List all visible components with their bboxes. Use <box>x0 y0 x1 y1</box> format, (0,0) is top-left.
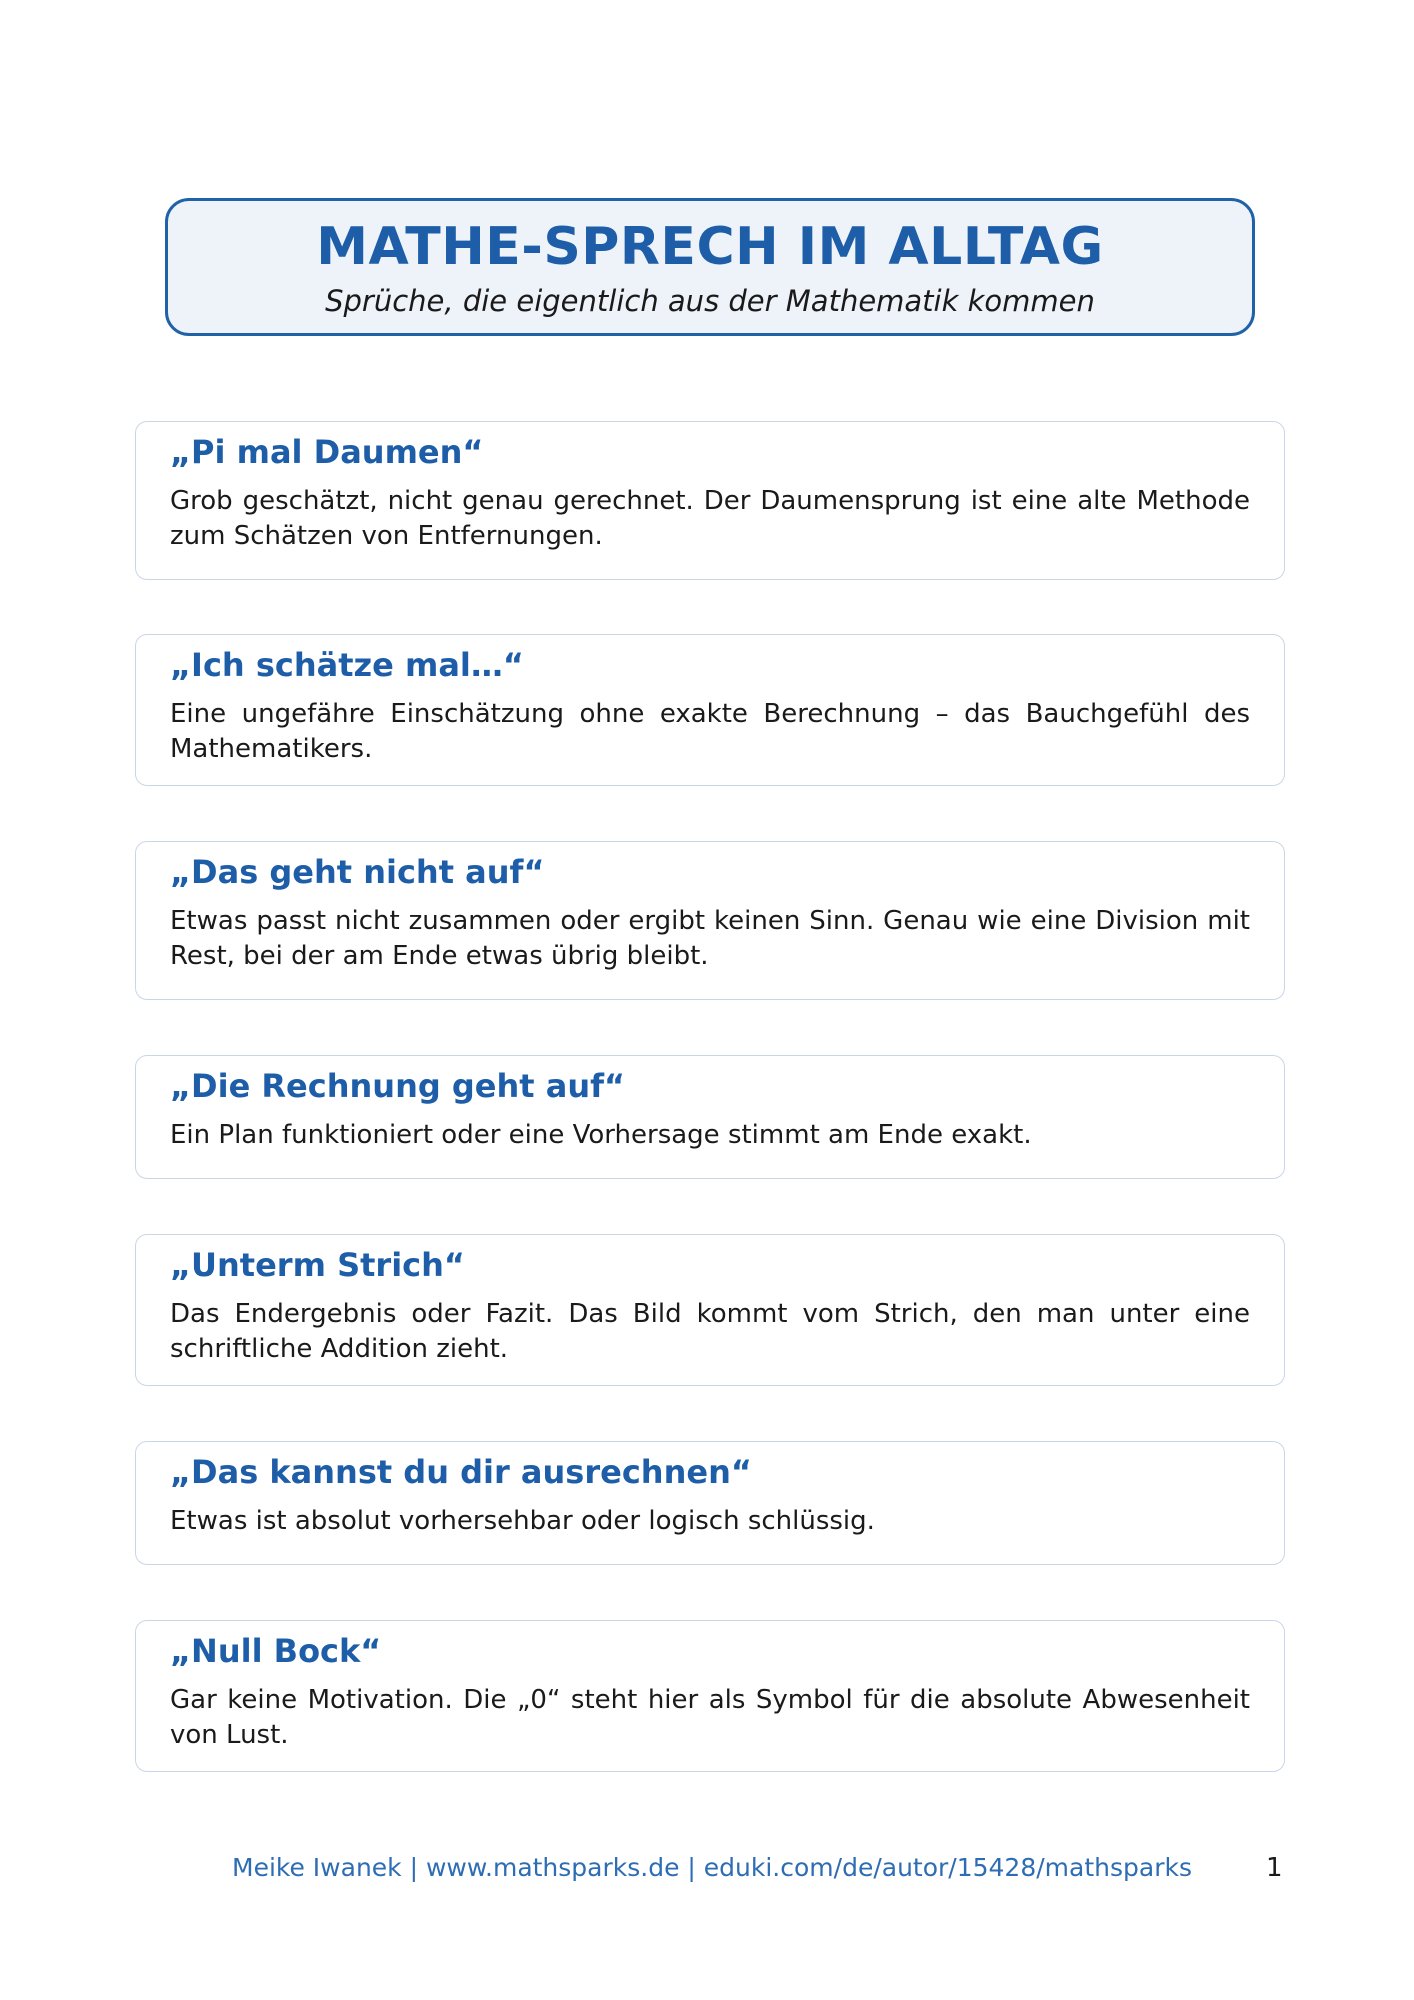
saying-explanation: Gar keine Motivation. Die „0“ steht hier als Symbol für die absolute Abwesenheit von Lust. <box>170 1685 1250 1750</box>
saying-explanation: Das Endergebnis oder Fazit. Das Bild kommt vom Strich, den man unter eine schriftliche Addition zieht. <box>170 1299 1250 1364</box>
saying-explanation: Eine ungefähre Einschätzung ohne exakte Berechnung – das Bauchgefühl des Mathematikers. <box>170 699 1250 764</box>
saying-card-pi-mal-daumen <box>135 421 1285 580</box>
saying-title: „Unterm Strich“ <box>170 1246 465 1284</box>
saying-card-unterm-strich <box>135 1234 1285 1386</box>
saying-card-das-geht-nicht-auf <box>135 841 1285 1000</box>
saying-title: „Die Rechnung geht auf“ <box>170 1067 626 1105</box>
saying-card-ich-schaetze-mal <box>135 634 1285 786</box>
page-title: MATHE-SPRECH IM ALLTAG <box>316 217 1104 277</box>
saying-explanation: Grob geschätzt, nicht genau gerechnet. Der Daumensprung ist eine alte Methode zum Schätzen von Entfernungen. <box>170 486 1250 551</box>
page-footer <box>0 1850 1414 1886</box>
saying-card-null-bock <box>135 1620 1285 1772</box>
page-number: 1 <box>1266 1853 1283 1883</box>
footer-credit: Meike Iwanek | www.mathsparks.de | eduki.com/de/autor/15428/mathsparks <box>232 1853 1192 1882</box>
saying-title: „Null Bock“ <box>170 1632 382 1670</box>
saying-explanation: Ein Plan funktioniert oder eine Vorhersage stimmt am Ende exakt. <box>170 1120 1032 1150</box>
saying-explanation: Etwas passt nicht zusammen oder ergibt keinen Sinn. Genau wie eine Division mit Rest, bei der am Ende etwas übrig bleibt. <box>170 906 1250 971</box>
saying-title: „Das kannst du dir ausrechnen“ <box>170 1453 752 1491</box>
saying-title: „Ich schätze mal…“ <box>170 646 524 684</box>
saying-explanation: Etwas ist absolut vorhersehbar oder logisch schlüssig. <box>170 1506 875 1536</box>
page-subtitle: Sprüche, die eigentlich aus der Mathematik kommen <box>325 284 1095 318</box>
title-box <box>165 198 1255 336</box>
saying-title: „Das geht nicht auf“ <box>170 853 545 891</box>
saying-title: „Pi mal Daumen“ <box>170 433 484 471</box>
saying-card-die-rechnung-geht-auf <box>135 1055 1285 1179</box>
saying-card-das-kannst-du-dir-ausrechnen <box>135 1441 1285 1565</box>
